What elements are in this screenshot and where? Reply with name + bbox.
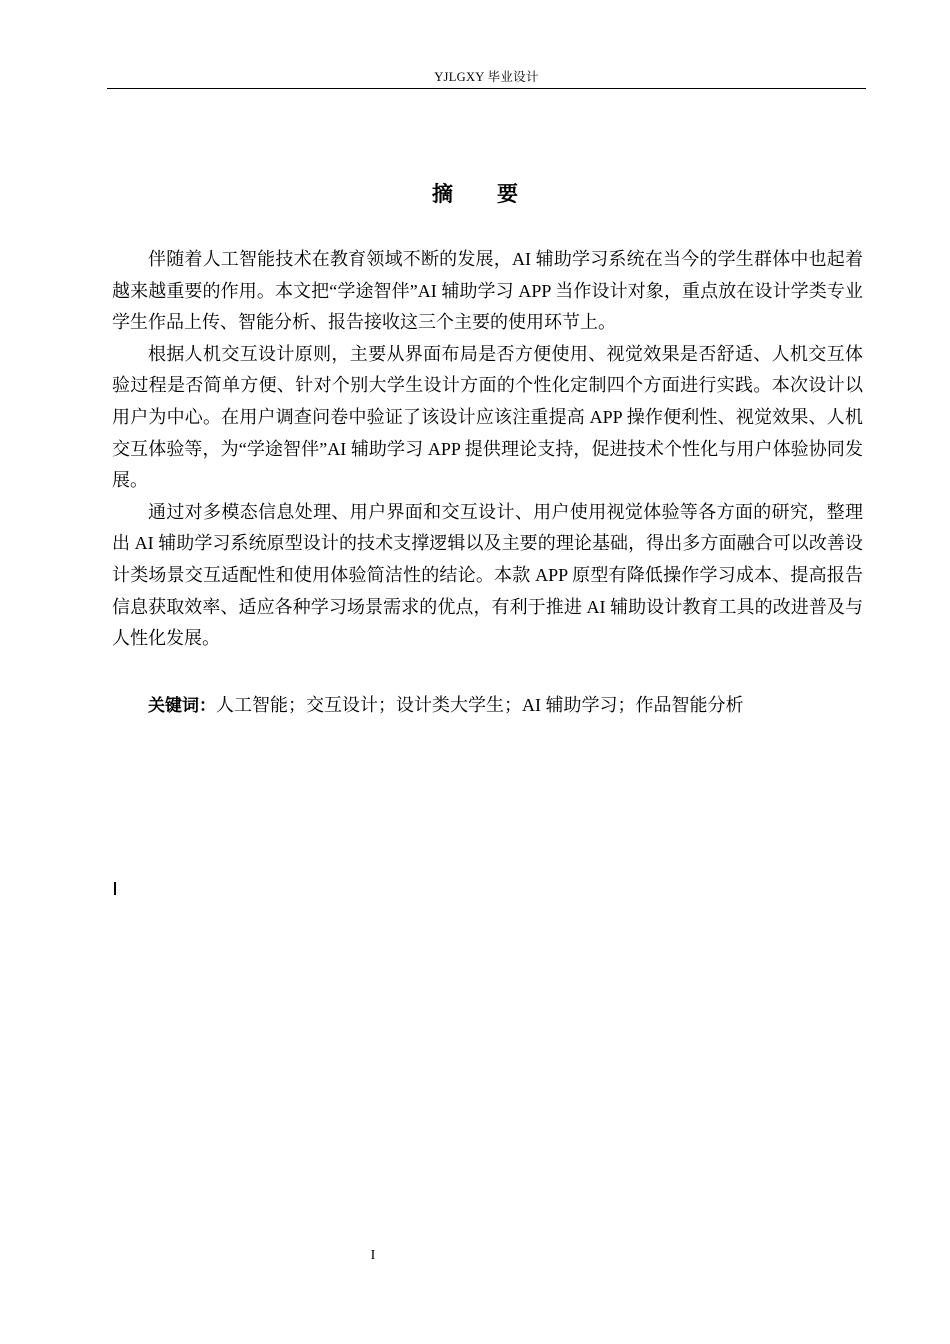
keywords-line (148, 690, 868, 722)
abstract-paragraph-2: 根据人机交互设计原则，主要从界面布局是否方便使用、视觉效果是否舒适、人机交互体验过程是否简单方便、针对个别大学生设计方面的个性化定制四个方面进行实践。本次设计以用户为中心。在用户调查问卷中验证了该设计应该注重提高 APP 操作便利性、视觉效果、人机交互体验等，为“学途智伴”AI 辅助学习 APP 提供理论支持，促进技术个性化与用户体验协同发展。 (112, 343, 863, 491)
abstract-title (0, 178, 950, 210)
abstract-paragraph-3: 通过对多模态信息处理、用户界面和交互设计、用户使用视觉体验等各方面的研究，整理出 AI 辅助学习系统原型设计的技术支撑逻辑以及主要的理论基础，得出多方面融合可以改善设计类场景交互适配性和使用体验简洁性的结论。本款 APP 原型有降低操作学习成本、提高报告信息获取效率、适应各种学习场景需求的优点，有利于推进 AI 辅助设计教育工具的改进普及与人性化发展。 (112, 501, 863, 649)
keywords-label: 关键词： (148, 696, 216, 716)
keywords-text: 人工智能；交互设计；设计类大学生；AI 辅助学习；作品智能分析 (216, 695, 744, 715)
text-cursor-mark (114, 882, 116, 895)
page-header (107, 66, 866, 89)
title-char-2: 要 (497, 182, 518, 206)
page-number: I (370, 1248, 376, 1263)
abstract-paragraph-1: 伴随着人工智能技术在教育领域不断的发展，AI 辅助学习系统在当今的学生群体中也起着越来越重要的作用。本文把“学途智伴”AI 辅助学习 APP 当作设计对象，重点放在设计学类专业学生作品上传、智能分析、报告接收这三个主要的使用环节上。 (112, 249, 863, 333)
page-footer (0, 1246, 950, 1266)
abstract-body (112, 244, 863, 655)
title-char-1: 摘 (432, 182, 453, 206)
header-text: YJLGXY 毕业设计 (434, 70, 539, 84)
